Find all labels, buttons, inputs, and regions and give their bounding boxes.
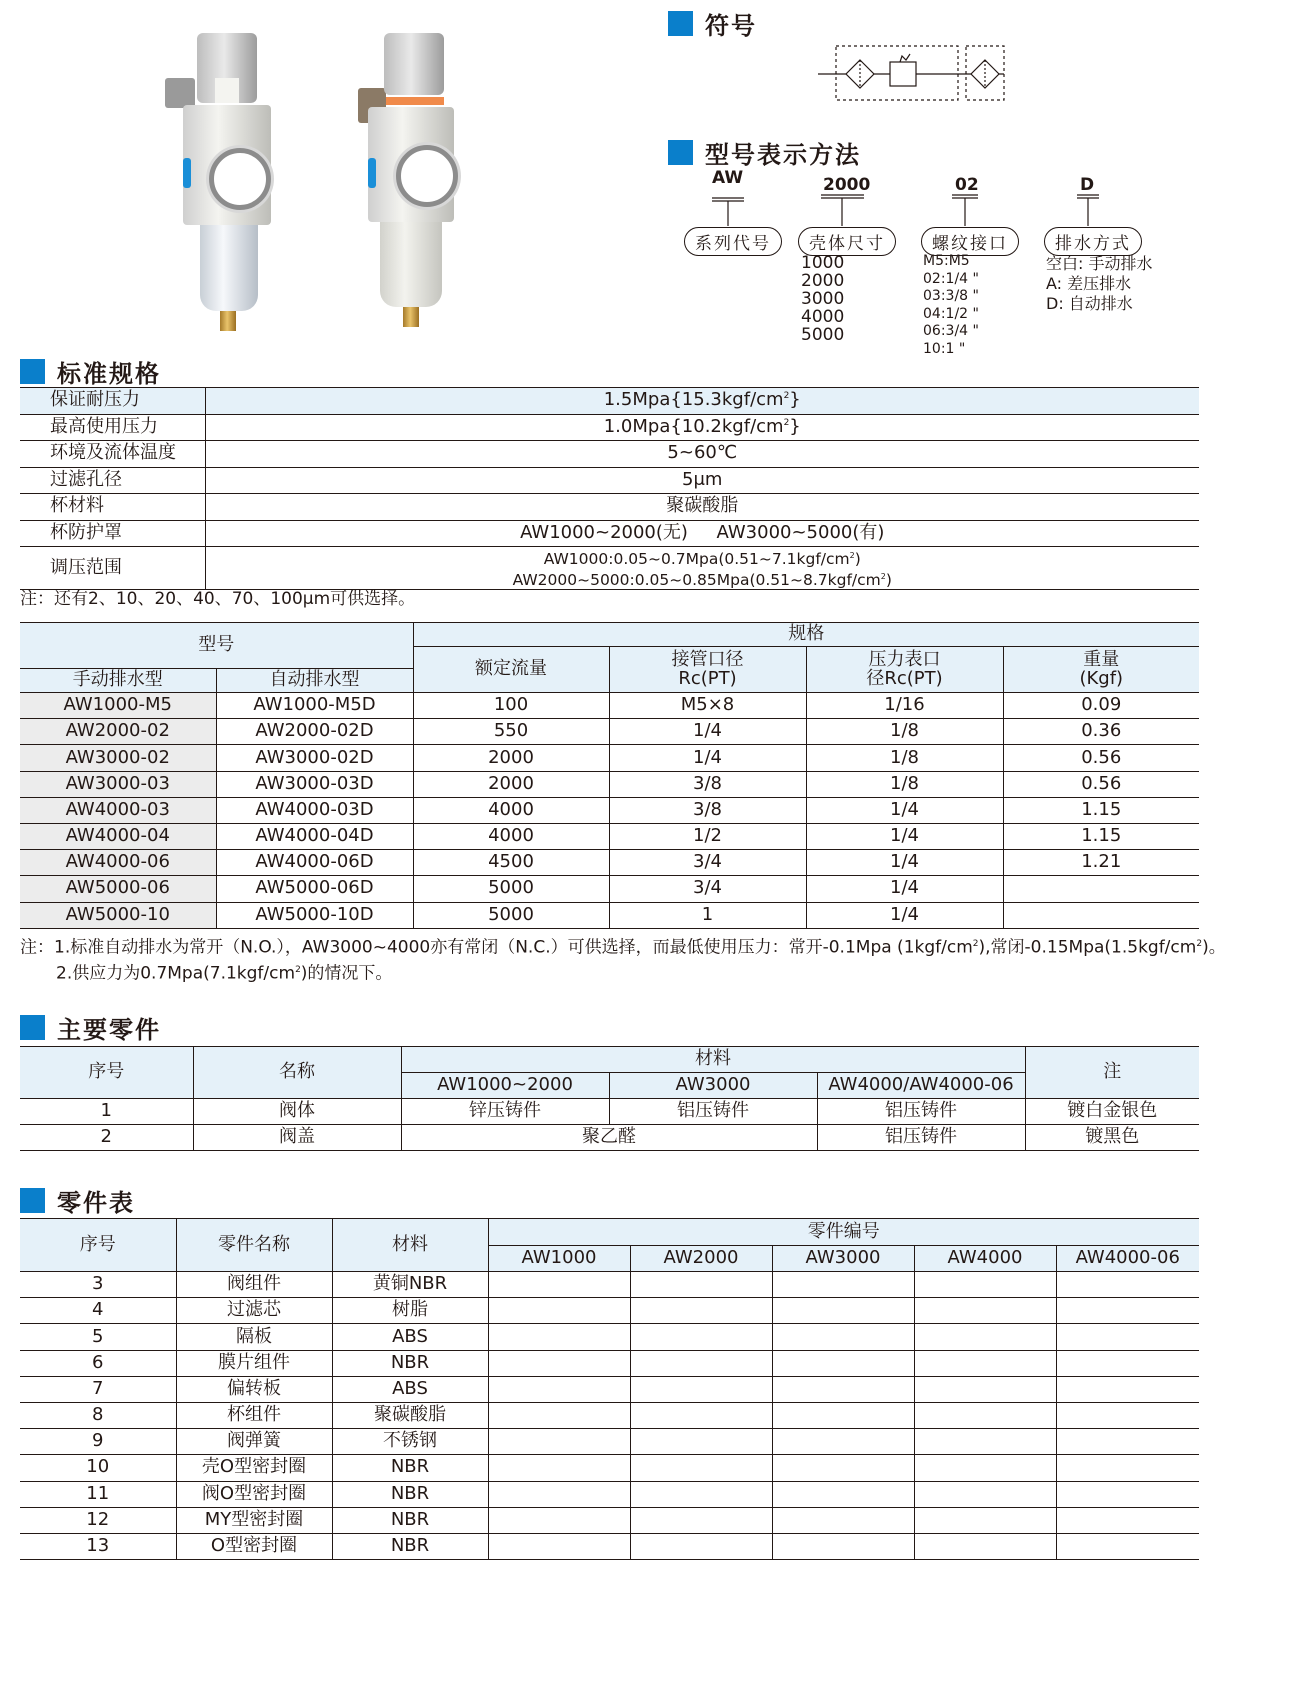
- table-row: 3 阀组件 黄铜NBR: [20, 1272, 1199, 1298]
- table-row: AW5000-10 AW5000-10D 5000 1 1/4: [20, 902, 1199, 928]
- col-part-name: 零件名称: [176, 1219, 332, 1272]
- label-thread-port: 螺纹接口: [921, 227, 1019, 256]
- spec-note: 注：还有2、10、20、40、70、100μm可供选择。: [20, 589, 416, 609]
- designation-connectors: [700, 190, 1120, 230]
- section-marker-icon: [20, 359, 45, 384]
- spec-row: [20, 494, 1199, 521]
- col-spec: 规格: [413, 623, 1199, 647]
- parts-table: 序号 名称 材料 注 AW1000~2000 AW3000 AW4000/AW4000-06 1 阀体 锌压铸件 铝压铸件 铝压铸件 镀白金银色 2 阀盖 聚乙醛 铝压铸件 镀黑色: [20, 1046, 1199, 1151]
- label-body-size: 壳体尺寸: [798, 227, 896, 256]
- col-flow: 额定流量: [413, 647, 609, 693]
- code-drain: D: [1080, 175, 1095, 195]
- parts-section-title: 主要零件: [20, 1010, 161, 1045]
- section-marker-icon: [20, 1015, 45, 1040]
- table-row: AW4000-04 AW4000-04D 4000 1/2 1/4 1.15: [20, 823, 1199, 849]
- drain-options: 空白: 手动排水 A: 差压排水 D: 自动排水: [1046, 254, 1153, 313]
- table-row: 7 偏转板 ABS: [20, 1376, 1199, 1402]
- table-row: 1 阀体 锌压铸件 铝压铸件 铝压铸件 镀白金银色: [20, 1099, 1199, 1125]
- spec-label: 杯防护罩: [20, 520, 205, 547]
- table-row: AW4000-06 AW4000-06D 4500 3/4 1/4 1.21: [20, 850, 1199, 876]
- pressure-gauge: [396, 145, 458, 207]
- model-table: [20, 622, 1199, 929]
- section-marker-icon: [20, 1188, 45, 1213]
- table-row: AW5000-06 AW5000-06D 5000 3/4 1/4: [20, 876, 1199, 902]
- table-row: AW3000-02 AW3000-02D 2000 1/4 1/8 0.56: [20, 745, 1199, 771]
- spec-value: 聚碳酸脂: [666, 495, 739, 517]
- code-thread: 02: [955, 175, 979, 195]
- spec-value: 5~60℃: [667, 442, 738, 464]
- spec-label: 最高使用压力: [20, 414, 205, 441]
- col-gauge-port: 压力表口 径Rc(PT): [806, 647, 1003, 693]
- model-section-title: 型号表示方法: [668, 135, 861, 170]
- table-row: AW3000-03 AW3000-03D 2000 3/8 1/8 0.56: [20, 771, 1199, 797]
- product-image-clear-bowl: [165, 33, 275, 333]
- table-row: 12 MY型密封圈 NBR: [20, 1507, 1199, 1533]
- table-row: 11 阀O型密封圈 NBR: [20, 1481, 1199, 1507]
- symbol-section-title: 符号: [668, 6, 757, 41]
- table-row: 2 阀盖 聚乙醛 铝压铸件 镀黑色: [20, 1125, 1199, 1151]
- code-series: AW: [712, 168, 744, 188]
- table-row: 5 隔板 ABS: [20, 1324, 1199, 1350]
- code-size: 2000: [823, 175, 871, 195]
- col-material: 材料: [401, 1047, 1025, 1073]
- spec-label: 环境及流体温度: [20, 441, 205, 468]
- col-no: 序号: [20, 1219, 176, 1272]
- table-row: 9 阀弹簧 不锈钢: [20, 1429, 1199, 1455]
- spec-row: [20, 547, 1199, 590]
- col-part-code: 零件编号: [488, 1219, 1199, 1246]
- spec-value: AW1000~2000(无) AW3000~5000(有): [520, 521, 885, 543]
- spec-row: [20, 467, 1199, 494]
- label-drain-type: 排水方式: [1044, 227, 1142, 256]
- spec-value: 5μm: [682, 468, 723, 490]
- table-row: AW2000-02 AW2000-02D 550 1/4 1/8 0.36: [20, 719, 1199, 745]
- spec-row: [20, 414, 1199, 441]
- partlist-table: 序号 零件名称 材料 零件编号 AW1000 AW2000 AW3000 AW4000 AW4000-06 3 阀组件 黄铜NBR 4 过滤芯 树脂 5 隔板 ABS 6 膜片组件 NBR 7 偏转板 ABS 8 杯组件 聚碳酸脂 9 阀弹簧 不锈钢 10 壳O型密封圈 NBR 11 阀O型密封圈 NBR 12 MY型密封圈 NBR 13 O型密封圈 NBR: [20, 1218, 1199, 1560]
- col-material: 材料: [332, 1219, 488, 1272]
- spec-label: 杯材料: [20, 494, 205, 521]
- table-row: 6 膜片组件 NBR: [20, 1350, 1199, 1376]
- section-marker-icon: [668, 140, 693, 165]
- pressure-gauge: [209, 148, 271, 210]
- product-image-white-bowl: [358, 33, 468, 333]
- col-model: 型号: [20, 623, 413, 669]
- spec-value: $AW1000:0.05\sim 0.7Mpa(0.51\sim 7.1kgf/cm^2)$ $AW2000\sim 5000:0.05\sim 0.85Mpa(0.51\sim 8.7kgf/cm^2)$: [512, 550, 892, 590]
- spec-table: [20, 387, 1199, 590]
- table-row: AW1000-M5 AW1000-M5D 100 M5×8 1/16 0.09: [20, 693, 1199, 719]
- spec-row: [20, 388, 1199, 415]
- thread-options: M5:M5 02:1/4 " 03:3/8 " 04:1/2 " 06:3/4 " 10:1 ": [923, 253, 979, 357]
- col-no: 序号: [20, 1047, 193, 1099]
- col-name: 名称: [193, 1047, 401, 1099]
- section-marker-icon: [668, 11, 693, 36]
- spec-value: $1.0Mpa\{10.2kgf/cm^2\}$: [603, 415, 801, 437]
- size-options: 1000 2000 3000 4000 5000: [801, 253, 845, 345]
- spec-label: 过滤孔径: [20, 467, 205, 494]
- table-row: 10 壳O型密封圈 NBR: [20, 1455, 1199, 1481]
- col-note: 注: [1103, 1061, 1122, 1083]
- spec-label: 调压范围: [20, 547, 205, 590]
- col-weight: 重量 (Kgf): [1079, 648, 1124, 689]
- col-manual: 手动排水型: [20, 669, 216, 693]
- spec-row: [20, 441, 1199, 468]
- spec-value: $1.5Mpa\{15.3kgf/cm^2\}$: [603, 389, 801, 411]
- col-auto: 自动排水型: [216, 669, 413, 693]
- table-row: 13 O型密封圈 NBR: [20, 1533, 1199, 1559]
- partlist-section-title: 零件表: [20, 1183, 135, 1218]
- spec-label: 保证耐压力: [20, 388, 205, 415]
- pneumatic-symbol: [818, 44, 1008, 104]
- table-row: 8 杯组件 聚碳酸脂: [20, 1402, 1199, 1428]
- spec-row: [20, 520, 1199, 547]
- model-note: 注：1.标准自动排水为常开（N.O.），AW3000~4000亦有常闭（N.C.）可供选择，而最低使用压力：常开-0.1Mpa $(1kgf/cm^2)$,常闭$-0.15Mpa(1.5kgf/cm^2)$。 2.供应力为$0.7Mpa(7.1kgf/cm^2)$的情况下。: [20, 937, 1226, 984]
- spec-section-title: 标准规格: [20, 354, 161, 389]
- col-port: 接管口径 Rc(PT): [609, 647, 806, 693]
- table-row: AW4000-03 AW4000-03D 4000 3/8 1/4 1.15: [20, 797, 1199, 823]
- table-row: 4 过滤芯 树脂: [20, 1298, 1199, 1324]
- label-series-code: 系列代号: [684, 227, 782, 256]
